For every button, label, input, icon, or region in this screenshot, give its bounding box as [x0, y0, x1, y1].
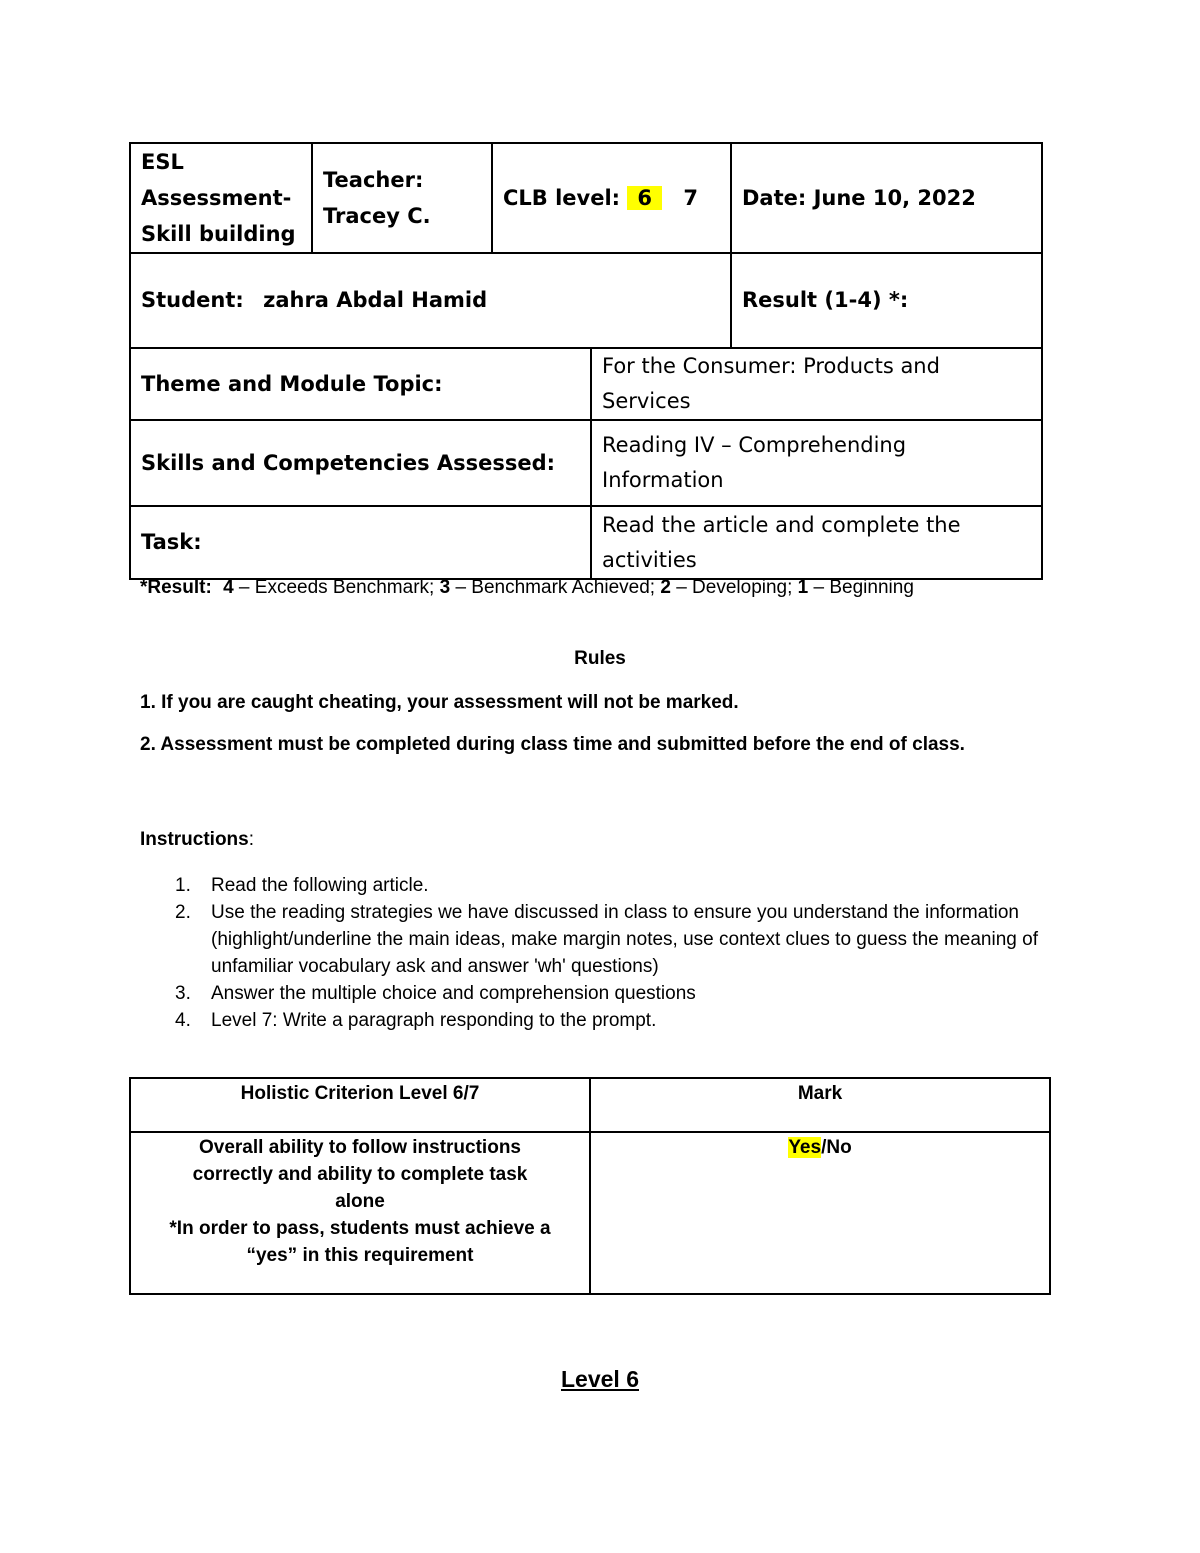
- teacher-name: Tracey C.: [323, 204, 431, 228]
- list-item-text: Level 7: Write a paragraph responding to the prompt.: [211, 1010, 657, 1031]
- student-cell: [130, 253, 731, 348]
- student-name: zahra Abdal Hamid: [263, 288, 488, 312]
- list-item: [140, 899, 1070, 980]
- task-value-line: activities: [602, 547, 697, 572]
- requirement-line: correctly and ability to complete task: [192, 1164, 528, 1185]
- mark-cell: [590, 1132, 1050, 1294]
- date-cell: Date: June 10, 2022: [731, 143, 1042, 253]
- requirement-line: *In order to pass, students must achieve a: [169, 1218, 551, 1239]
- result-legend-label: *Result:: [140, 577, 212, 598]
- list-number: 2.: [175, 902, 191, 923]
- clb-level-label: CLB level:: [503, 185, 621, 210]
- theme-label: Theme and Module Topic:: [130, 348, 591, 420]
- legend-text: – Beginning: [808, 577, 914, 598]
- list-item-text: Use the reading strategies we have discussed in class to ensure you understand the information (highlight/underline the main ideas, make margin notes, use context clues to guess the meaning of unfamiliar vocabulary ask and answer 'wh' questions): [211, 902, 1038, 977]
- list-number: 3.: [175, 983, 191, 1004]
- instructions-colon: :: [248, 829, 255, 850]
- legend-num: 4: [223, 577, 234, 598]
- assessment-title-line: Assessment-: [141, 186, 292, 210]
- level-heading: Level 6: [561, 1366, 639, 1392]
- skills-value: [591, 420, 1042, 506]
- list-item-text: Answer the multiple choice and comprehension questions: [211, 983, 696, 1004]
- task-value: [591, 506, 1042, 579]
- task-value-line: Read the article and complete the: [602, 512, 961, 537]
- mark-yes: Yes: [788, 1137, 822, 1158]
- skills-value-line: Information: [602, 468, 724, 492]
- rules-title: Rules: [574, 648, 626, 669]
- requirement-line: “yes” in this requirement: [246, 1245, 474, 1266]
- list-number: 4.: [175, 1010, 191, 1031]
- instructions-list: [140, 872, 1070, 1034]
- criterion-requirement: [130, 1132, 590, 1294]
- teacher-label: Teacher:: [323, 168, 424, 192]
- legend-num: 1: [797, 577, 809, 598]
- legend-text: – Developing;: [670, 577, 798, 598]
- teacher-cell: [312, 143, 492, 253]
- mark-separator: /: [821, 1137, 827, 1158]
- result-cell: Result (1-4) *:: [731, 253, 1042, 348]
- requirement-line: Overall ability to follow instructions: [199, 1137, 521, 1158]
- requirement-line: alone: [335, 1191, 385, 1212]
- rule-item: 1. If you are caught cheating, your assessment will not be marked.: [140, 692, 739, 713]
- task-label: Task:: [130, 506, 591, 579]
- list-item: [140, 1007, 1070, 1034]
- instructions-heading-text: Instructions: [140, 829, 249, 850]
- clb-level-selected: 6: [627, 186, 662, 210]
- result-legend: [140, 576, 914, 600]
- assessment-title-cell: [130, 143, 312, 253]
- rule-item: 2. Assessment must be completed during class time and submitted before the end of class.: [140, 734, 965, 755]
- clb-level-other: 7: [683, 185, 698, 210]
- legend-num: 3: [439, 577, 451, 598]
- assessment-header-table: [129, 142, 1043, 580]
- mark-no: No: [826, 1137, 852, 1158]
- student-label: Student:: [141, 288, 244, 312]
- list-number: 1.: [175, 875, 191, 896]
- legend-num: 2: [660, 577, 671, 598]
- assessment-title-line: Skill building: [141, 222, 296, 246]
- criterion-header: Holistic Criterion Level 6/7: [130, 1078, 590, 1132]
- criterion-table: [129, 1077, 1051, 1295]
- legend-text: – Benchmark Achieved;: [450, 577, 661, 598]
- legend-text: – Exceeds Benchmark;: [233, 577, 440, 598]
- list-item: [140, 872, 1070, 899]
- list-item-text: Read the following article.: [211, 875, 429, 896]
- list-item: [140, 980, 1070, 1007]
- assessment-title-line: ESL: [141, 150, 184, 174]
- skills-label: Skills and Competencies Assessed:: [130, 420, 591, 506]
- theme-value-line: For the Consumer: Products and: [602, 354, 940, 378]
- mark-header: Mark: [590, 1078, 1050, 1132]
- theme-value-line: Services: [602, 389, 691, 413]
- theme-value: [591, 348, 1042, 420]
- clb-level-cell: [492, 143, 731, 253]
- skills-value-line: Reading IV – Comprehending: [602, 433, 907, 457]
- instructions-heading: [140, 829, 254, 851]
